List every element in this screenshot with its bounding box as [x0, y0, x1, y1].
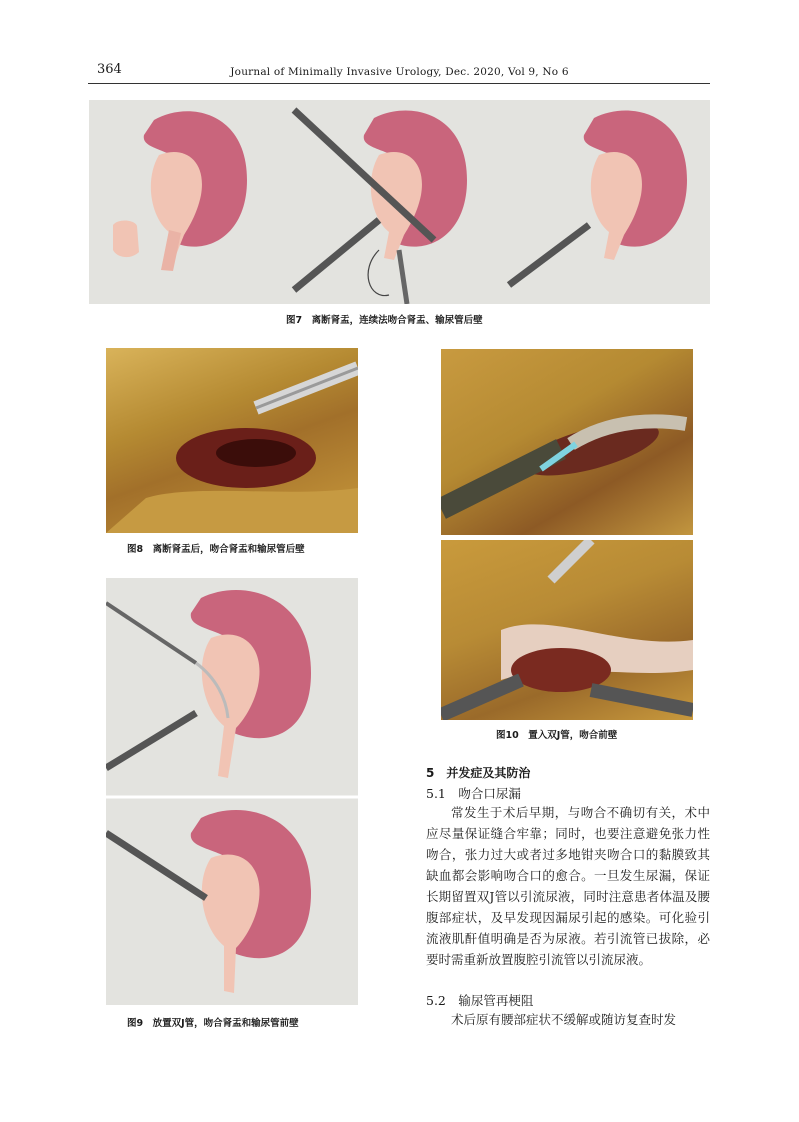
page-number: 364 — [97, 62, 122, 77]
section-5-2-paragraph: 术后原有腰部症状不缓解或随访复查时发 — [451, 1012, 677, 1027]
section-5-1-paragraph: 常发生于术后早期，与吻合不确切有关，术中应尽量保证缝合牢靠；同时，也要注意避免张力性吻合，张力过大或者过多地钳夹吻合口的黏膜致其缺血都会影响吻合口的愈合。一旦发生尿漏，保证长期留置双J管以引流尿液，同时注意患者体温及腰腹部症状，及早发现因漏尿引起的感染。可化验引流液肌酐值明确是否为尿液。若引流管已拔除，必要时需重新放置腹腔引流管以引流尿液。 — [426, 805, 710, 967]
figure-8-caption: 图8 离断肾盂后，吻合肾盂和输尿管后壁 — [127, 544, 305, 555]
figure-9-drawing — [106, 578, 358, 1005]
fig9-panel-lower — [106, 810, 311, 993]
section-5-1-title: 5.1 吻合口尿漏 — [426, 786, 521, 801]
figure-8-photo — [106, 348, 358, 533]
running-header: Journal of Minimally Invasive Urology, Dec. 2020, Vol 9, No 6 — [230, 66, 569, 78]
figure-10-photo-top — [441, 349, 693, 535]
fig7-panel-b — [294, 110, 467, 304]
fig9-panel-upper — [106, 590, 311, 778]
figure-10-bottom-scene — [441, 540, 693, 720]
figure-9-caption: 图9 放置双J管，吻合肾盂和输尿管前壁 — [127, 1018, 299, 1029]
header-divider — [88, 83, 710, 84]
figure-10-caption: 图10 置入双J管，吻合前壁 — [496, 730, 618, 741]
fig7-panel-a — [113, 111, 247, 271]
section-5-2-title: 5.2 输尿管再梗阻 — [426, 993, 534, 1008]
figure-10-photo-bottom — [441, 540, 693, 720]
section-5-title: 5 并发症及其防治 — [426, 766, 531, 780]
fig7-panel-c — [509, 110, 687, 285]
figure-10-top-scene — [441, 349, 693, 535]
figure-7-caption: 图7 离断肾盂，连续法吻合肾盂、输尿管后壁 — [286, 315, 483, 326]
figure-9-illustration — [106, 578, 358, 1005]
figure-8-scene — [106, 348, 358, 533]
figure-7-drawing — [89, 100, 710, 304]
figure-7-illustration — [89, 100, 710, 304]
